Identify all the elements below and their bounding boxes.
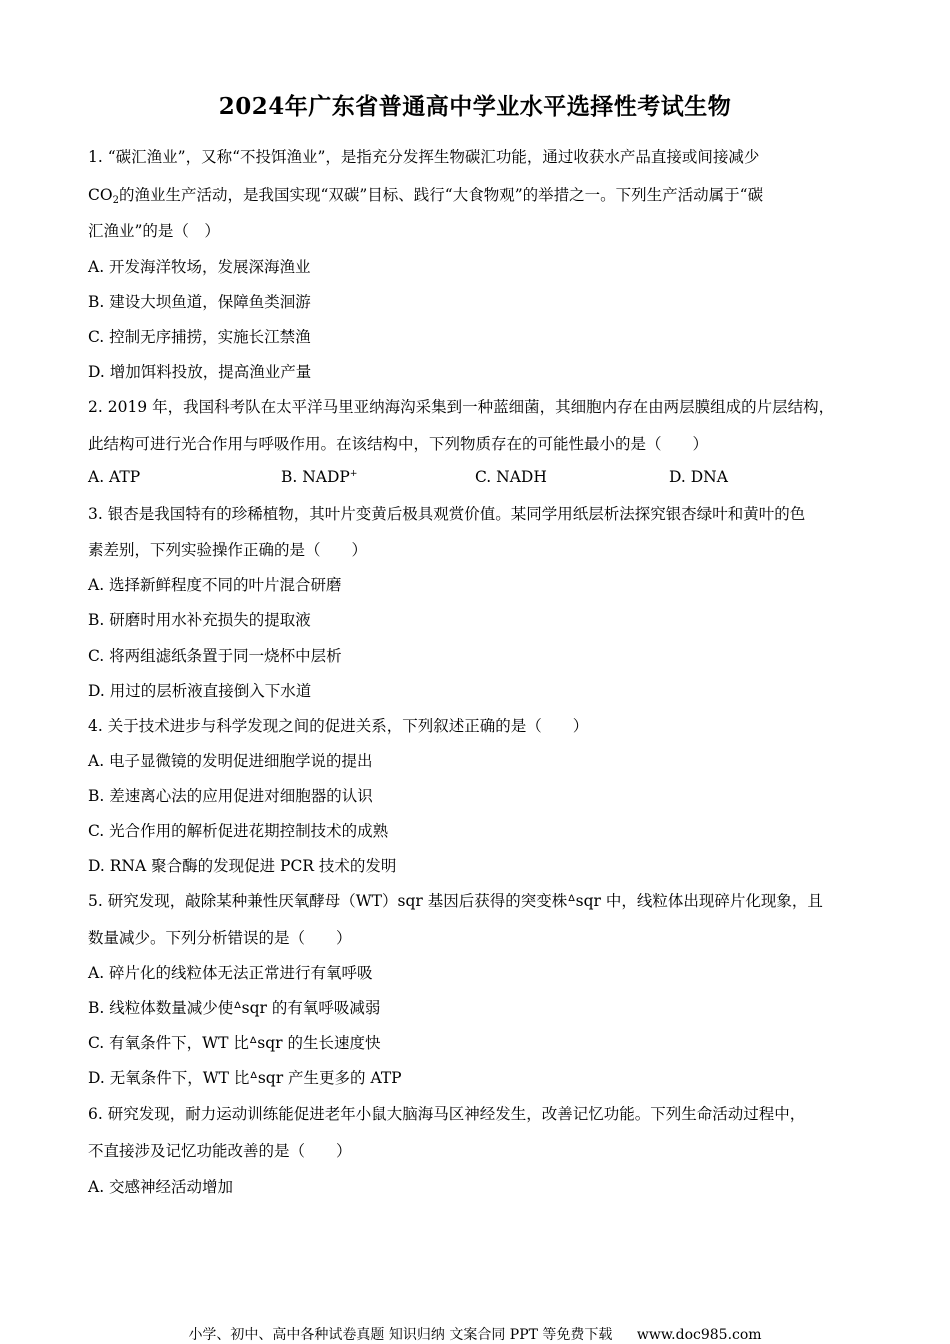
q1-stem-line2-rest: 的渔业生产活动，是我国实现“双碳”目标、践行“大食物观”的举措之一。下列生产活动属于“碳 (118, 186, 764, 204)
q5-option-c: C. 有氧条件下，WT 比ᐞsqr 的生长速度快 (88, 1034, 381, 1052)
footer-link[interactable]: www.doc985.com (636, 1327, 762, 1343)
q2-option-c: C. NADH (475, 468, 547, 486)
q1-option-b: B. 建设大坝鱼道，保障鱼类洄游 (88, 293, 311, 311)
q5-stem-line2: 数量减少。下列分析错误的是（ ） (88, 929, 352, 947)
q5-option-a: A. 碎片化的线粒体无法正常进行有氧呼吸 (88, 964, 373, 982)
q3-stem-line1: 3. 银杏是我国特有的珍稀植物，其叶片变黄后极具观赏价值。某同学用纸层析法探究银杏绿叶和黄叶的色 (88, 505, 806, 523)
q6-stem-line2: 不直接涉及记忆功能改善的是（ ） (88, 1142, 352, 1160)
q3-stem-line2: 素差别，下列实验操作正确的是（ ） (88, 541, 368, 559)
q4-stem-line1: 4. 关于技术进步与科学发现之间的促进关系，下列叙述正确的是（ ） (88, 717, 589, 735)
q3-option-a: A. 选择新鲜程度不同的叶片混合研磨 (88, 576, 342, 594)
q2-option-d: D. DNA (669, 468, 728, 486)
q4-option-b: B. 差速离心法的应用促进对细胞器的认识 (88, 787, 373, 805)
q1-option-d: D. 增加饵料投放，提高渔业产量 (88, 363, 312, 381)
q6-stem-line1: 6. 研究发现，耐力运动训练能促进老年小鼠大脑海马区神经发生，改善记忆功能。下列生命活动过程中， (88, 1105, 806, 1123)
q1-stem-line1: 1. “碳汇渔业”，又称“不投饵渔业”，是指充分发挥生物碳汇功能，通过收获水产品直接或间接减少 (88, 148, 760, 166)
q2-stem-line2: 此结构可进行光合作用与呼吸作用。在该结构中，下列物质存在的可能性最小的是（ ） (88, 435, 709, 453)
q1-option-a: A. 开发海洋牧场，发展深海渔业 (88, 258, 311, 276)
q2-option-b-sup: + (349, 469, 358, 479)
co2-text: CO (88, 186, 113, 204)
q5-option-b: B. 线粒体数量减少使ᐞsqr 的有氧呼吸减弱 (88, 999, 381, 1017)
q3-option-b: B. 研磨时用水补充损失的提取液 (88, 611, 311, 629)
page-footer (0, 1324, 950, 1344)
q2-option-b-text: B. NADP (281, 468, 350, 486)
q1-option-c: C. 控制无序捕捞，实施长江禁渔 (88, 328, 311, 346)
page-title: 2024年广东省普通高中学业水平选择性考试生物 (218, 93, 732, 120)
q3-option-d: D. 用过的层析液直接倒入下水道 (88, 682, 312, 700)
q2-option-b (281, 468, 357, 486)
q4-option-c: C. 光合作用的解析促进花期控制技术的成熟 (88, 822, 389, 840)
q2-option-a: A. ATP (88, 468, 141, 486)
q5-option-d: D. 无氧条件下，WT 比ᐞsqr 产生更多的 ATP (88, 1069, 402, 1087)
q4-option-d: D. RNA 聚合酶的发现促进 PCR 技术的发明 (88, 857, 397, 875)
footer-text: 小学、初中、高中各种试卷真题 知识归纳 文案合同 PPT 等免费下载 (188, 1327, 613, 1343)
q3-option-c: C. 将两组滤纸条置于同一烧杯中层析 (88, 647, 342, 665)
q2-stem-line1: 2. 2019 年，我国科考队在太平洋马里亚纳海沟采集到一种蓝细菌，其细胞内存在由两层膜组成的片层结构， (88, 398, 835, 416)
co2-subscript: 2 (112, 195, 119, 206)
q1-stem-line2 (88, 185, 763, 211)
q1-stem-line3: 汇渔业”的是（ ） (88, 222, 220, 240)
q4-option-a: A. 电子显微镜的发明促进细胞学说的提出 (88, 752, 373, 770)
q5-stem-line1: 5. 研究发现，敲除某种兼性厌氧酵母（WT）sqr 基因后获得的突变株ᐞsqr 中，线粒体出现碎片化现象，且 (88, 892, 823, 910)
q6-option-a: A. 交感神经活动增加 (88, 1178, 234, 1196)
